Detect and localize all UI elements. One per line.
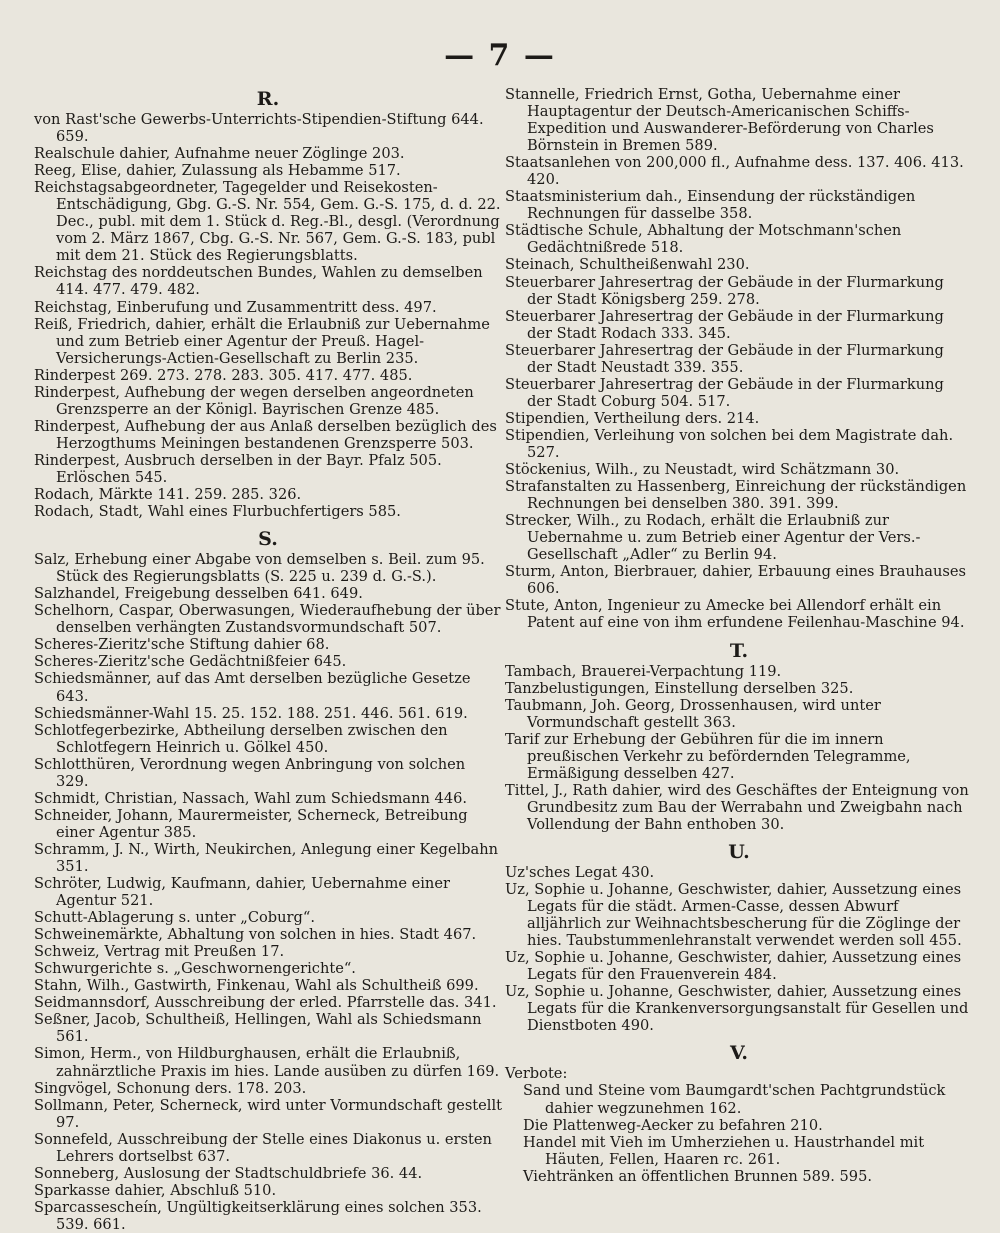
index-entry: Strafanstalten zu Hassenberg, Einreichung der rückständigen Rechnungen bei denselben 380. 391. 399. (505, 478, 967, 513)
index-entry: Reichstagsabgeordneter, Tagegelder und Reisekosten-Entschädigung, Gbg. G.-S. Nr. 554, Gem. G.-S. 175, d. d. 22. Dec., publ. mit dem 1. Stück d. Reg.-Bl., desgl. (Verordnung vom 2. März 1867, Cbg. G.-S. Nr. 567, Gem. G.-S. 183, publ mit dem 21. Stück des Regierungsblatts. (34, 179, 501, 265)
index-entry: Stahn, Wilh., Gastwirth, Finkenau, Wahl als Schultheiß 699. (34, 977, 479, 995)
index-entry: Stöckenius, Wilh., zu Neustadt, wird Schätzmann 30. (505, 461, 900, 479)
index-entry: Reeg, Elise, dahier, Zulassung als Hebamme 517. (34, 162, 401, 180)
section-heading: T. (729, 639, 749, 662)
index-entry: Schweinemärkte, Abhaltung von solchen in hies. Stadt 467. (34, 926, 477, 944)
index-entry: Seßner, Jacob, Schultheiß, Hellingen, Wahl als Schiedsmann 561. (34, 1011, 482, 1046)
index-entry: Schiedsmänner, auf das Amt derselben bezügliche Gesetze 643. (34, 670, 471, 705)
index-entry: Tittel, J., Rath dahier, wird des Geschäftes der Enteignung von Grundbesitz zum Bau der Werrabahn und Zweigbahn nach Vollendung der Bahn enthoben 30. (505, 781, 969, 833)
index-entry: Sonneberg, Auslosung der Stadtschuldbriefe 36. 44. (34, 1164, 423, 1182)
index-entry: Sonnefeld, Ausschreibung der Stelle eines Diakonus u. ersten Lehrers dortselbst 637. (34, 1130, 492, 1165)
index-entry: Stipendien, Vertheilung ders. 214. (505, 409, 760, 427)
index-entry: Steuerbarer Jahresertrag der Gebäude in der Flurmarkung der Stadt Rodach 333. 345. (505, 307, 944, 342)
index-entry: Tarif zur Erhebung der Gebühren für die im innern preußischen Verkehr zu befördernden Telegramme, Ermäßigung desselben 427. (505, 730, 911, 782)
index-sub-entry: Die Plattenweg-Aecker zu befahren 210. (523, 1116, 823, 1134)
index-entry: Scheres-Zieritz'sche Gedächtnißfeier 645. (34, 653, 347, 671)
index-entry: Rinderpest 269. 273. 278. 283. 305. 417. 477. 485. (34, 366, 413, 384)
index-entry: Schlotthüren, Verordnung wegen Anbringung von solchen 329. (34, 755, 466, 790)
index-entry: Reiß, Friedrich, dahier, erhält die Erlaubniß zur Uebernahme und zum Betrieb einer Agentur der Preuß. Hagel-Versicherungs-Actien-Gesellschaft zu Berlin 235. (34, 315, 490, 367)
index-entry: Schelhorn, Caspar, Oberwasungen, Wiederaufhebung der über denselben verhängten Zustandsvormundschaft 507. (34, 602, 501, 637)
index-entry: Stipendien, Verleihung von solchen bei dem Magistrate dah. 527. (505, 426, 954, 461)
index-entry: Uz, Sophie u. Johanne, Geschwister, dahier, Aussetzung eines Legats für den Frauenverein 484. (505, 949, 962, 984)
index-entry: Verbote: (505, 1065, 568, 1083)
index-entry: Rinderpest, Aufhebung der wegen derselben angeordneten Grenzsperre an der Königl. Bayrischen Grenze 485. (34, 383, 474, 418)
index-entry: Schlotfegerbezirke, Abtheilung derselben zwischen den Schlotfegern Heinrich u. Gölkel 450. (34, 721, 448, 756)
index-entry: Sparcassescheín, Ungültigkeitserklärung eines solchen 353. 539. 661. (34, 1198, 482, 1233)
index-entry: Steinach, Schultheißenwahl 230. (505, 256, 750, 274)
left-column (34, 86, 502, 1233)
section-heading: V. (729, 1042, 749, 1065)
index-entry: Steuerbarer Jahresertrag der Gebäude in der Flurmarkung der Stadt Königsberg 259. 278. (505, 273, 944, 308)
index-entry: Staatsministerium dah., Einsendung der rückständigen Rechnungen für dasselbe 358. (505, 188, 916, 223)
index-entry: Schiedsmänner-Wahl 15. 25. 152. 188. 251. 446. 561. 619. (34, 704, 468, 722)
index-entry: Sparkasse dahier, Abschluß 510. (34, 1181, 277, 1199)
page-number: — 7 — (444, 38, 556, 73)
index-sub-entry: Sand und Steine vom Baumgardt'schen Pachtgrundstück dahier wegzunehmen 162. (523, 1082, 946, 1117)
index-entry: Sturm, Anton, Bierbrauer, dahier, Erbauung eines Brauhauses 606. (505, 563, 966, 598)
index-entry: Salzhandel, Freigebung desselben 641. 649. (34, 585, 363, 603)
index-entry: Schneider, Johann, Maurermeister, Scherneck, Betreibung einer Agentur 385. (34, 806, 468, 841)
right-column (505, 86, 973, 1185)
index-entry: Städtische Schule, Abhaltung der Motschmann'schen Gedächtnißrede 518. (505, 222, 902, 257)
index-entry: Schutt-Ablagerung s. unter „Coburg“. (34, 909, 315, 927)
index-entry: Stute, Anton, Ingenieur zu Amecke bei Allendorf erhält ein Patent auf eine von ihm erfundene Feilenhau-Maschine 94. (505, 597, 965, 632)
section-heading: R. (256, 88, 280, 110)
index-entry: Realschule dahier, Aufnahme neuer Zöglinge 203. (34, 145, 405, 163)
section-heading: U. (728, 840, 750, 863)
index-entry: Steuerbarer Jahresertrag der Gebäude in der Flurmarkung der Stadt Coburg 504. 517. (505, 375, 944, 410)
index-sub-entry: Handel mit Vieh im Umherziehen u. Haustrhandel mit Häuten, Fellen, Haaren rc. 261. (523, 1133, 925, 1168)
index-entry: Sollmann, Peter, Scherneck, wird unter Vormundschaft gestellt 97. (34, 1096, 503, 1131)
index-entry: Rinderpest, Aufhebung der aus Anlaß derselben bezüglich des Herzogthums Meiningen bestandenen Grenzsperre 503. (34, 417, 497, 452)
index-entry: von Rast'sche Gewerbs-Unterrichts-Stipendien-Stiftung 644. 659. (34, 111, 484, 146)
index-entry: Rodach, Stadt, Wahl eines Flurbuchfertigers 585. (34, 503, 401, 521)
index-entry: Uz, Sophie u. Johanne, Geschwister, dahier, Aussetzung eines Legats für die städt. Armen-Casse, dessen Abwurf alljährlich zur Weihnachtsbescherung für die Zöglinge der hies. Taubstummenlehranstalt verwendet werden soll 455. (505, 881, 962, 950)
index-entry: Scheres-Zieritz'sche Stiftung dahier 68. (34, 636, 330, 654)
index-entry: Uz'sches Legat 430. (505, 863, 655, 881)
index-entry: Rinderpest, Ausbruch derselben in der Bayr. Pfalz 505. Erlöschen 545. (34, 451, 442, 486)
index-entry: Rodach, Märkte 141. 259. 285. 326. (34, 486, 302, 504)
index-entry: Schramm, J. N., Wirth, Neukirchen, Anlegung einer Kegelbahn 351. (34, 840, 499, 875)
index-entry: Strecker, Wilh., zu Rodach, erhält die Erlaubniß zur Uebernahme u. zum Betrieb einer Agentur der Vers.-Gesellschaft „Adler“ zu Berlin 94. (505, 512, 921, 564)
index-entry: Schwurgerichte s. „Geschwornengerichte“. (34, 960, 356, 978)
index-entry: Salz, Erhebung einer Abgabe von demselben s. Beil. zum 95. Stück des Regierungsblatts (S. 225 u. 239 d. G.-S.). (34, 551, 485, 586)
index-entry: Taubmann, Joh. Georg, Drossenhausen, wird unter Vormundschaft gestellt 363. (505, 696, 881, 731)
index-entry: Seidmannsdorf, Ausschreibung der erled. Pfarrstelle das. 341. (34, 994, 497, 1012)
index-entry: Tanzbelustigungen, Einstellung derselben 325. (505, 679, 854, 697)
section-heading: S. (258, 528, 278, 551)
index-entry: Reichstag des norddeutschen Bundes, Wahlen zu demselben 414. 477. 479. 482. (34, 264, 483, 299)
index-entry: Stannelle, Friedrich Ernst, Gotha, Uebernahme einer Hauptagentur der Deutsch-Americanischen Schiffs-Expedition und Auswanderer-Beförderung von Charles Börnstein in Bremen 589. (505, 86, 934, 155)
index-entry: Steuerbarer Jahresertrag der Gebäude in der Flurmarkung der Stadt Neustadt 339. 355. (505, 341, 944, 376)
index-entry: Schröter, Ludwig, Kaufmann, dahier, Uebernahme einer Agentur 521. (34, 875, 450, 910)
index-entry: Schweiz, Vertrag mit Preußen 17. (34, 943, 285, 961)
index-entry: Staatsanlehen von 200,000 fl., Aufnahme dess. 137. 406. 413. 420. (505, 154, 964, 189)
index-entry: Uz, Sophie u. Johanne, Geschwister, dahier, Aussetzung eines Legats für die Krankenversorgungsanstalt für Gesellen und Dienstboten 490. (505, 983, 969, 1035)
index-entry: Reichstag, Einberufung und Zusammentritt dess. 497. (34, 298, 437, 316)
index-sub-entry: Viehtränken an öffentlichen Brunnen 589. 595. (523, 1167, 873, 1185)
index-entry: Tambach, Brauerei-Verpachtung 119. (505, 662, 782, 680)
index-entry: Schmidt, Christian, Nassach, Wahl zum Schiedsmann 446. (34, 789, 468, 807)
index-entry: Singvögel, Schonung ders. 178. 203. (34, 1079, 307, 1097)
index-entry: Simon, Herm., von Hildburghausen, erhält die Erlaubniß, zahnärztliche Praxis im hies. Lande ausüben zu dürfen 169. (34, 1045, 500, 1080)
